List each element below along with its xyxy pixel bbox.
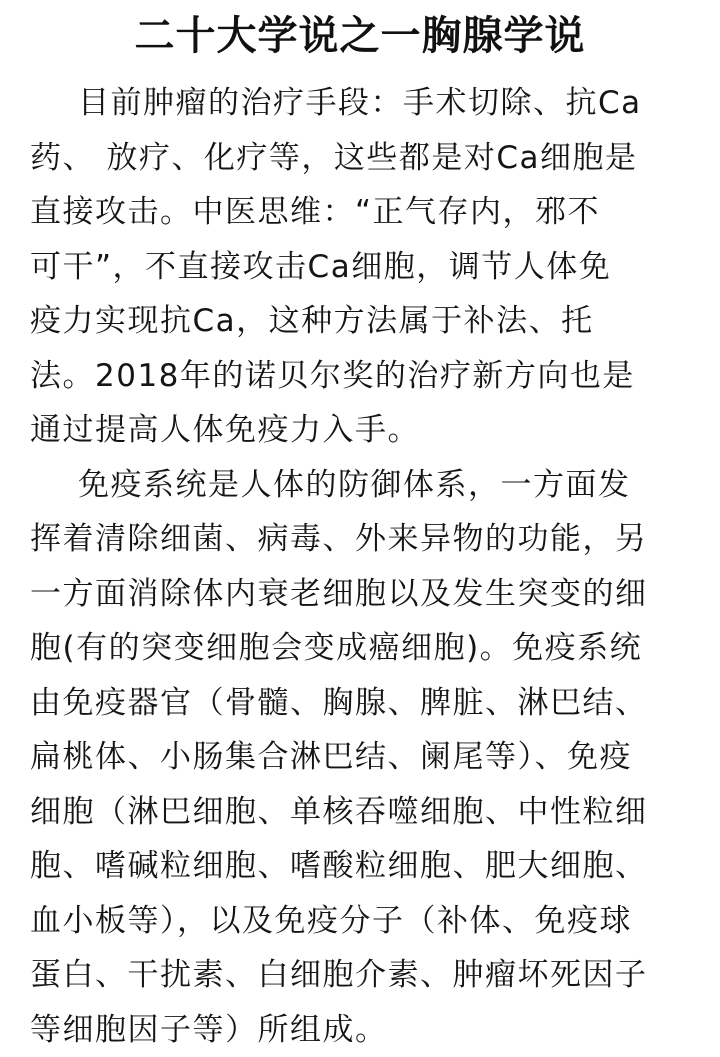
paragraph-line: 胞、嗜碱粒细胞、嗜酸粒细胞、肥大细胞、	[30, 839, 690, 894]
paragraph-line: 通过提高人体免疫力入手。	[30, 403, 690, 458]
paragraph-line: 疫力实现抗Ca，这种方法属于补法、托	[30, 294, 690, 349]
paragraph-line: 血小板等），以及免疫分子（补体、免疫球	[30, 894, 690, 949]
paragraph-line: 免疫系统是人体的防御体系，一方面发	[30, 458, 690, 513]
paragraph-line: 扁桃体、小肠集合淋巴结、阑尾等）、免疫	[30, 730, 690, 785]
paragraph-line: 由免疫器官（骨髓、胸腺、脾脏、淋巴结、	[30, 676, 690, 731]
paragraph-line: 等细胞因子等）所组成。	[30, 1003, 690, 1057]
paragraph-line: 挥着清除细菌、病毒、外来异物的功能，另	[30, 512, 690, 567]
paragraph-2	[30, 458, 690, 1057]
paragraph-line: 目前肿瘤的治疗手段：手术切除、抗Ca	[30, 76, 690, 131]
paragraph-line: 胞(有的突变细胞会变成癌细胞)。免疫系统	[30, 621, 690, 676]
paragraph-line: 可干”，不直接攻击Ca细胞，调节人体免	[30, 240, 690, 295]
paragraph-line: 细胞（淋巴细胞、单核吞噬细胞、中性粒细	[30, 785, 690, 840]
paragraph-line: 法。2018年的诺贝尔奖的治疗新方向也是	[30, 349, 690, 404]
paragraph-line: 一方面消除体内衰老细胞以及发生突变的细	[30, 567, 690, 622]
paragraph-line: 蛋白、干扰素、白细胞介素、肿瘤坏死因子	[30, 948, 690, 1003]
paragraph-line: 药、 放疗、化疗等，这些都是对Ca细胞是	[30, 131, 690, 186]
article-title: 二十大学说之一胸腺学说	[30, 0, 690, 64]
paragraph-line: 直接攻击。中医思维：“正气存内，邪不	[30, 185, 690, 240]
paragraph-1	[30, 76, 690, 458]
